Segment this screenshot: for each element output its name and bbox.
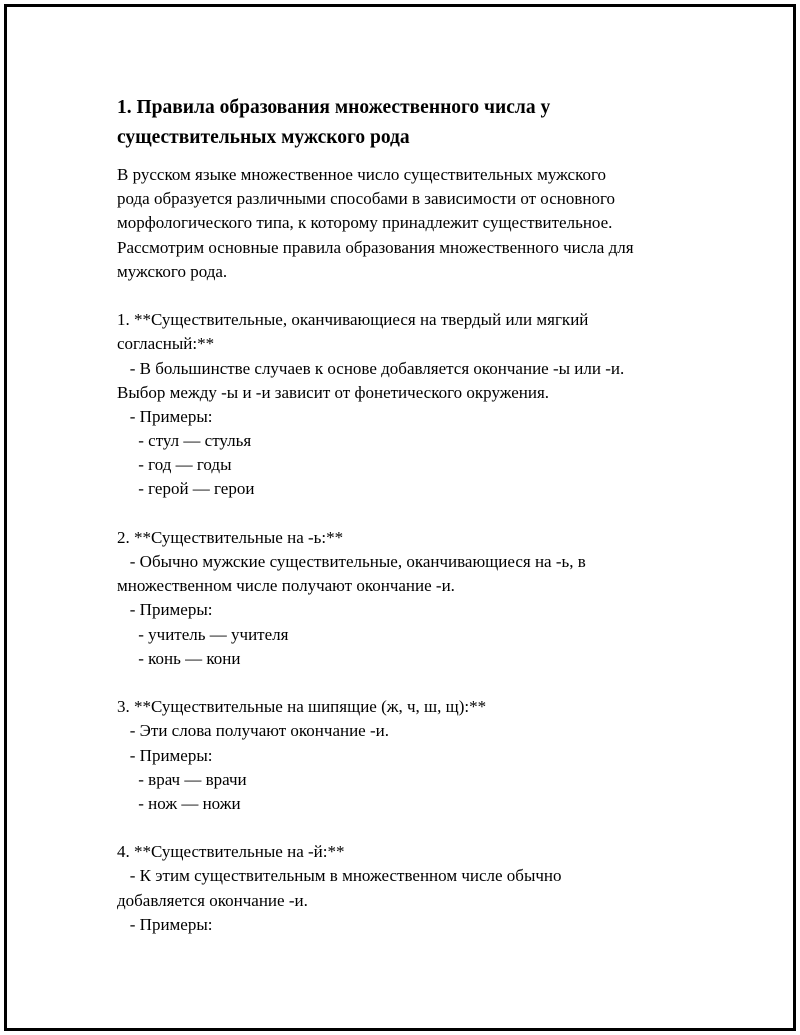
examples-label: - Примеры:	[117, 914, 213, 934]
rule-description: - Обычно мужские существительные, оканчивающиеся на -ь, в	[117, 552, 586, 571]
intro-paragraph	[117, 163, 707, 284]
rule-description-continued: множественном числе получают окончание -и.	[117, 576, 455, 596]
intro-line: рода образуется различными способами в зависимости от основного	[117, 189, 616, 209]
rule-section-1	[117, 308, 707, 502]
intro-line: В русском языке множественное число существительных мужского	[117, 165, 607, 184]
examples-label: - Примеры:	[117, 600, 213, 620]
page-title	[117, 93, 707, 153]
rule-section-4	[117, 840, 707, 937]
rule-heading: 3. **Существительные на шипящие (ж, ч, ш, щ):**	[117, 697, 487, 717]
spacer	[117, 502, 707, 526]
intro-line: Рассмотрим основные правила образования множественного числа для	[117, 237, 634, 257]
rule-description: - Эти слова получают окончание -и.	[117, 721, 389, 741]
rule-description-continued: добавляется окончание -и.	[117, 890, 308, 910]
intro-line: мужского рода.	[117, 261, 228, 281]
example-item: - учитель — учителя	[117, 624, 289, 644]
rule-description: - К этим существительным в множественном числе обычно	[117, 866, 562, 886]
rule-description-continued: Выбор между -ы и -и зависит от фонетического окружения.	[117, 382, 550, 402]
page-title-line: существительных мужского рода	[117, 127, 410, 148]
page-title-line: 1. Правила образования множественного числа у	[117, 97, 551, 118]
rule-heading: 1. **Существительные, оканчивающиеся на твердый или мягкий	[117, 310, 589, 330]
example-item: - год — годы	[117, 455, 232, 475]
rule-section-3	[117, 695, 707, 816]
example-item: - врач — врачи	[117, 769, 247, 789]
document-body	[117, 93, 707, 937]
example-item: - нож — ножи	[117, 793, 241, 813]
spacer	[117, 671, 707, 695]
example-item: - конь — кони	[117, 648, 241, 668]
rule-heading-continued: согласный:**	[117, 334, 215, 354]
rule-heading: 4. **Существительные на -й:**	[117, 842, 345, 862]
rule-heading: 2. **Существительные на -ь:**	[117, 527, 344, 547]
intro-line: морфологического типа, к которому принадлежит существительное.	[117, 213, 613, 233]
example-item: - стул — стулья	[117, 431, 252, 451]
spacer	[117, 816, 707, 840]
rule-description: - В большинстве случаев к основе добавляется окончание -ы или -и.	[117, 358, 625, 378]
example-item: - герой — герои	[117, 479, 255, 499]
rule-section-2	[117, 526, 707, 671]
examples-label: - Примеры:	[117, 406, 213, 426]
examples-label: - Примеры:	[117, 745, 213, 765]
spacer	[117, 284, 707, 308]
